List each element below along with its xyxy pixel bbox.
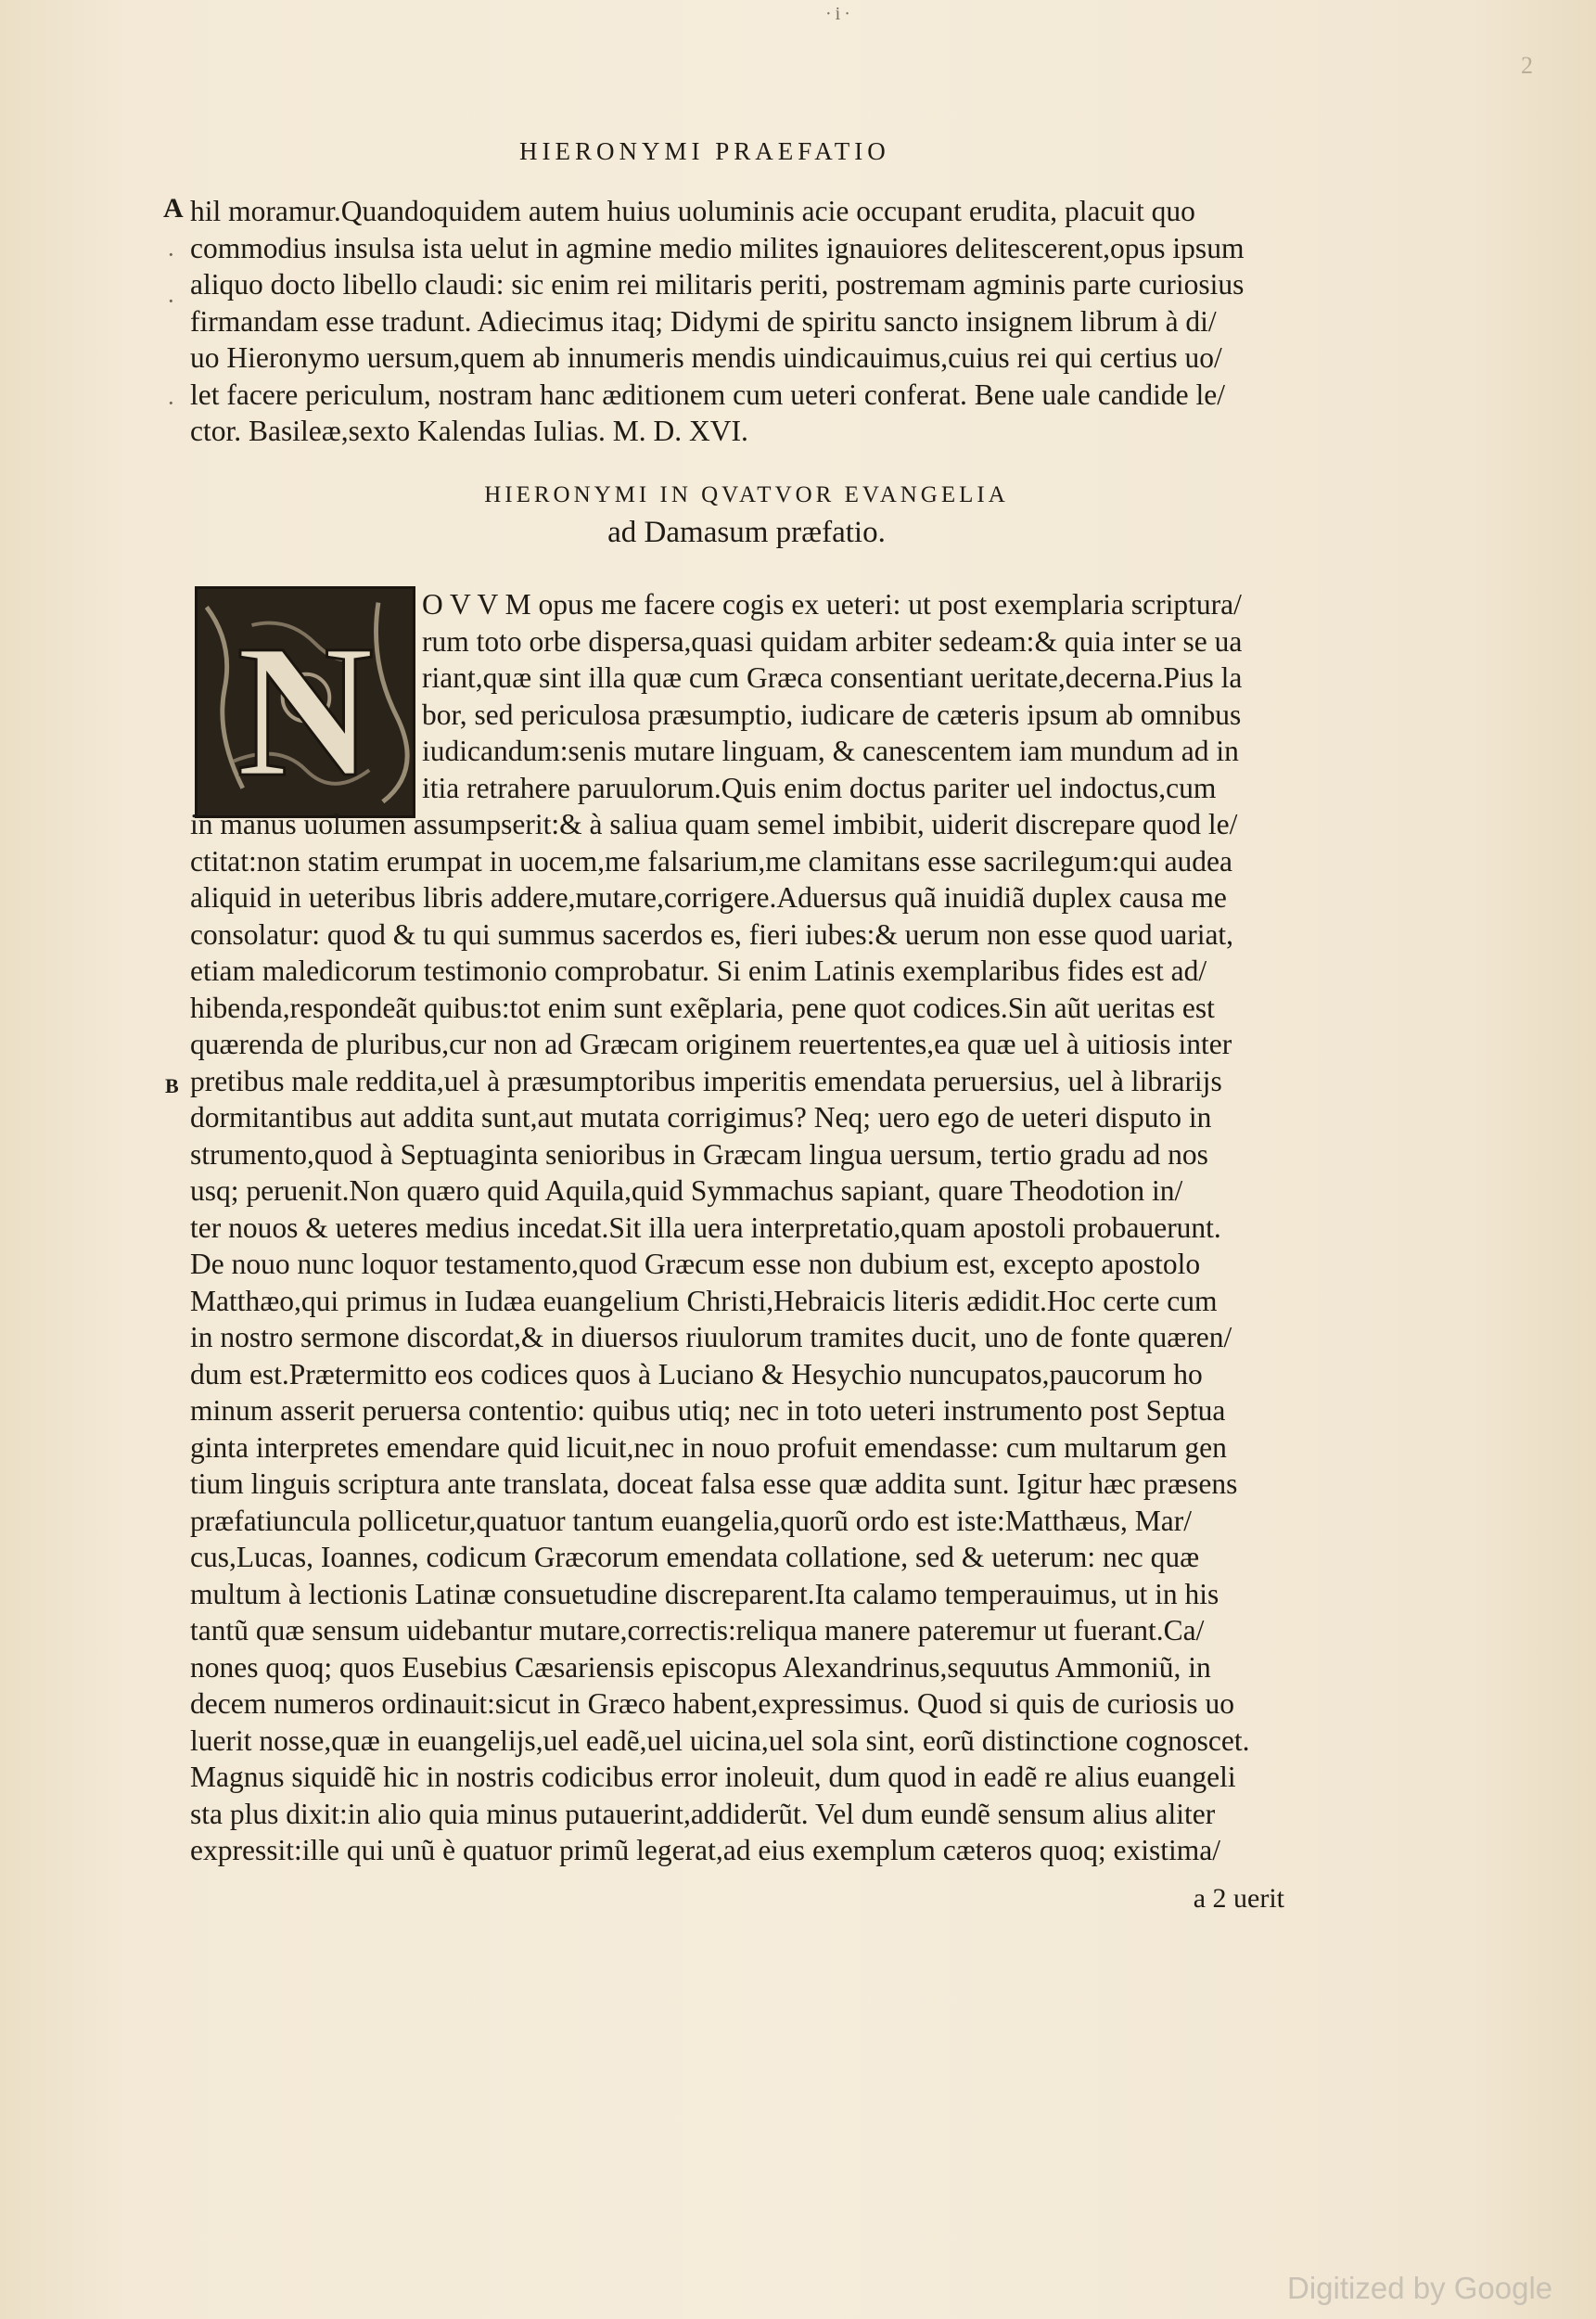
text-line: ginta interpretes emendare quid licuit,nec in nouo profuit emendasse: cum multarum gen [190, 1430, 1227, 1464]
margin-letter-b: B [165, 1074, 179, 1097]
text-line: tium linguis scriptura ante translata, doceat falsa esse quæ addita sunt. Igitur hæc præsens [190, 1467, 1238, 1500]
text-line: uo Hieronymo uersum,quem ab innumeris mendis uindicauimus,cuius rei qui certius uo/ [190, 341, 1222, 374]
text-line: præfatiuncula pollicetur,quatuor tantum euangelia,quorũ ordo est iste:Matthæus, Mar/ [190, 1504, 1192, 1537]
text-line: O V V M opus me facere cogis ex ueteri: ut post exemplaria scriptura/ [422, 588, 1242, 621]
text-line: bor, sed periculosa præsumptio, iudicare de cæteris ipsum ab omnibus [422, 698, 1242, 731]
body-text [190, 586, 1273, 1869]
margin-letter-a: A [163, 193, 184, 224]
text-line: luerit nosse,quæ in euangelijs,uel eadẽ,uel uicina,uel sola sint, eorũ distinctione cognoscet. [190, 1723, 1250, 1757]
text-line: in manus uolumen assumpserit:& à saliua quam semel imbibit, uiderit discrepare quod le/ [190, 808, 1238, 840]
text-line: etiam maledicorum testimonio comprobatur. Si enim Latinis exemplaribus fides est ad/ [190, 955, 1207, 987]
text-line: hibenda,respondeãt quibus:tot enim sunt exẽplaria, pene quot codices.Sin aũt ueritas est [190, 991, 1215, 1024]
preface-text [190, 193, 1273, 450]
running-head: HIERONYMI PRAEFATIO [519, 137, 890, 165]
text-line: consolatur: quod & tu qui summus sacerdos es, fieri iubes:& uerum non esse quod uariat, [190, 917, 1234, 951]
text-line: strumento,quod à Septuaginta senioribus in Græcam lingua uersum, tertio gradu ad nos [190, 1137, 1208, 1171]
initial-letter: N [236, 605, 374, 815]
text-line: De nouo nunc loquor testamento,quod Græcum esse non dubium est, excepto apostolo [190, 1248, 1201, 1280]
corner-mark: 2 [1521, 52, 1533, 79]
text-line: dum est.Prætermitto eos codices quos à Luciano & Hesychio nuncupatos,paucorum ho [190, 1357, 1203, 1390]
text-line: rum toto orbe dispersa,quasi quidam arbiter sedeam:& quia inter se ua [422, 624, 1243, 658]
text-line: tantũ quæ sensum uidebantur mutare,correctis:reliqua manere pateremur ut fuerant.Ca/ [190, 1614, 1205, 1646]
text-line: multum à lectionis Latinæ consuetudine discreparent.Ita calamo temperauimus, ut in his [190, 1577, 1219, 1610]
text-line: expressit:ille qui unũ è quatuor primũ legerat,ad eius exemplum cæteros quoq; existima/ [190, 1834, 1220, 1866]
text-line: sta plus dixit:in alio quia minus putauerint,addiderũt. Vel dum eundẽ sensum alius aliter [190, 1797, 1216, 1830]
text-line: pretibus male reddita,uel à præsumptoribus imperitis emendata peruersius, uel à librarijs [190, 1064, 1222, 1097]
text-line: quærenda de pluribus,cur non ad Græcam originem reuertentes,ea quæ uel à uitiosis inter [190, 1028, 1232, 1060]
text-line: ctitat:non statim erumpat in uocem,me falsarium,me clamitans esse sacrilegum:qui audea [190, 844, 1233, 878]
text-line: Magnus siquidẽ hic in nostris codicibus error inoleuit, dum quod in eadẽ re alius euangeli [190, 1761, 1236, 1793]
top-mark: ·i· [825, 4, 854, 24]
text-line: ctor. Basileæ,sexto Kalendas Iulias. M. D. XVI. [190, 415, 748, 447]
margin-dot: · [167, 241, 175, 268]
text-line: hil moramur.Quandoquidem autem huius uoluminis acie occupant erudita, placuit quo [190, 195, 1195, 227]
text-line: aliquid in ueteribus libris addere,mutare,corrigere.Aduersus quã inuidiã duplex causa me [190, 881, 1227, 914]
margin-dot: · [167, 288, 175, 314]
text-line: dormitantibus aut addita sunt,aut mutata corrigimus? Neq; uero ego de ueteri disputo in [190, 1101, 1212, 1134]
text-line: usq; peruenit.Non quæro quid Aquila,quid Symmachus sapiant, quare Theodotion in/ [190, 1174, 1183, 1207]
text-line: iudicandum:senis mutare linguam, & canescentem iam mundum ad in [422, 735, 1239, 767]
text-line: firmandam esse tradunt. Adiecimus itaq; Didymi de spiritu sancto insignem librum à di/ [190, 304, 1217, 338]
text-line: nones quoq; quos Eusebius Cæsariensis episcopus Alexandrinus,sequutus Ammoniũ, in [190, 1650, 1211, 1684]
text-line: cus,Lucas, Ioannes, codicum Græcorum emendata collatione, sed & ueterum: nec quæ [190, 1541, 1200, 1573]
text-line: decem numeros ordinauit:sicut in Græco habent,expressimus. Quod si quis de curiosis uo [190, 1687, 1234, 1720]
text-line: commodius insulsa ista uelut in agmine medio milites ignauiores delitescerent,opus ipsum [190, 231, 1245, 264]
text-line: riant,quæ sint illa quæ cum Græca consentiant ueritate,decerna.Pius la [422, 661, 1243, 694]
text-line: itia retrahere paruulorum.Quis enim doctus pariter uel indoctus,cum [422, 771, 1217, 804]
text-line: in nostro sermone discordat,& in diuersos riuulorum tramites ducit, uno de fonte quæren/ [190, 1321, 1232, 1353]
text-line: aliquo docto libello claudi: sic enim rei militaris periti, postremam agminis parte curiosius [190, 268, 1245, 301]
text-line: minum asserit peruersa contentio: quibus utiq; nec in toto ueteri instrumento post Septua [190, 1394, 1226, 1427]
text-line: Matthæo,qui primus in Iudæa euangelium Christi,Hebraicis literis ædidit.Hoc certe cum [190, 1284, 1218, 1317]
margin-dot: · [167, 390, 175, 416]
catchword: a 2 uerit [1193, 1883, 1284, 1914]
section-title: HIERONYMI IN QVATVOR EVANGELIA [484, 482, 1009, 507]
text-line: let facere periculum, nostram hanc æditionem cum ueteri conferat. Bene uale candide le/ [190, 378, 1226, 411]
section-subtitle: ad Damasum præfatio. [607, 516, 886, 549]
digitized-watermark: Digitized by Google [1287, 2271, 1553, 2305]
text-line: ter nouos & ueteres medius incedat.Sit illa uera interpretatio,quam apostoli probauerunt. [190, 1211, 1221, 1244]
